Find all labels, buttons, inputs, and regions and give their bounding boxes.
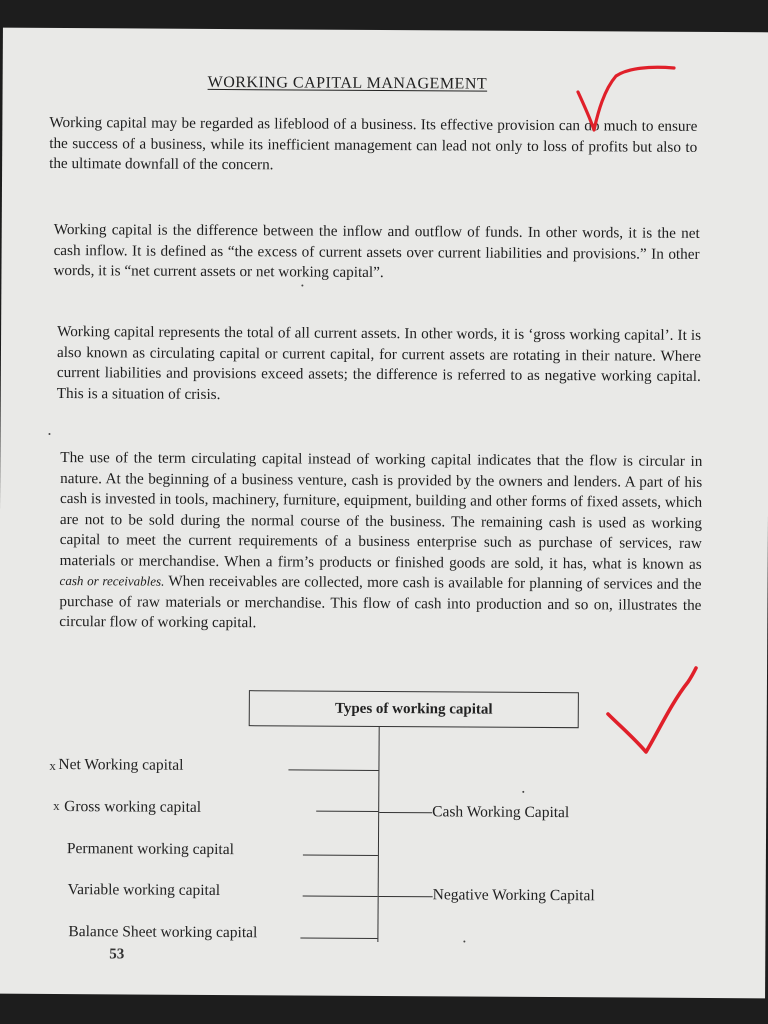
type-variable-working-capital: Variable working capital (67, 881, 221, 900)
page-number: 53 (109, 946, 125, 963)
paragraph-3: Working capital represents the total of all current assets. In other words, it is ‘gross working capital’. It is also known as circulating capital or current capital, for current assets are rotating in their nature. Where current liabilities and provisions exceed assets; the difference is referred to as negative working capital. This is a situation of crisis. (56, 322, 702, 403)
scan-speck (48, 433, 50, 435)
connector-line (303, 896, 378, 898)
type-negative-working-capital: Negative Working Capital (432, 886, 595, 905)
type-gross-working-capital: Gross working capital (64, 798, 202, 816)
connector-line (300, 937, 377, 939)
paragraph-4-italic: cash or receivables. (59, 573, 165, 589)
red-check-mark-icon (600, 660, 710, 760)
types-root-label: Types of working capital (334, 700, 493, 718)
paragraph-4 (59, 448, 702, 636)
scanned-page (0, 28, 768, 999)
scan-speck (301, 284, 303, 286)
connector-line (288, 769, 378, 771)
x-mark: x (53, 797, 60, 814)
types-root-box (249, 690, 579, 728)
type-balance-sheet-working-capital: Balance Sheet working capital (68, 923, 258, 942)
diagram-trunk-line (377, 727, 380, 942)
type-cash-working-capital: Cash Working Capital (432, 803, 570, 822)
connector-line (379, 896, 433, 898)
paragraph-4-text-b: When receivables are collected, more cash is available for planning of services and the purchase of raw materials or merchandise. This flow of cash into production and so on, illustrates the circular flow of working capital. (59, 572, 702, 632)
scan-speck (463, 940, 465, 942)
page-title: WORKING CAPITAL MANAGEMENT (207, 73, 488, 93)
scan-speck (522, 791, 524, 793)
type-net-working-capital: Net Working capital (58, 756, 184, 774)
x-mark: x (49, 757, 56, 774)
paragraph-2: Working capital is the difference between the inflow and outflow of funds. In other words, it is the net cash inflow. It is defined as “the excess of current assets over current liabilities and provisions.” In other words, it is “net current assets or net working capital”. (53, 220, 700, 281)
type-permanent-working-capital: Permanent working capital (66, 840, 235, 859)
red-check-mark-icon (570, 60, 680, 140)
paragraph-1: Working capital may be regarded as lifeblood of a business. Its effective provision can do much to ensure the success of a business, while its inefficient management can lead not only to loss of profits but also to the ultimate downfall of the concern. (49, 113, 698, 174)
connector-line (316, 811, 378, 813)
connector-line (303, 855, 378, 857)
paragraph-4-text-a: The use of the term circulating capital instead of working capital indicates that the flow is circular in nature. At the beginning of a business venture, cash is provided by the owners and lenders. A part of his cash is invested in tools, machinery, furniture, equipment, building and other forms of fixed assets, which are not to be sold during the normal course of the business. The remaining cash is used as working capital to meet the current requirements of a business enterprise such as purchase of services, raw materials or merchandise. When a firm’s products or finished goods are sold, it has, what is known as (59, 449, 703, 573)
connector-line (379, 812, 432, 814)
